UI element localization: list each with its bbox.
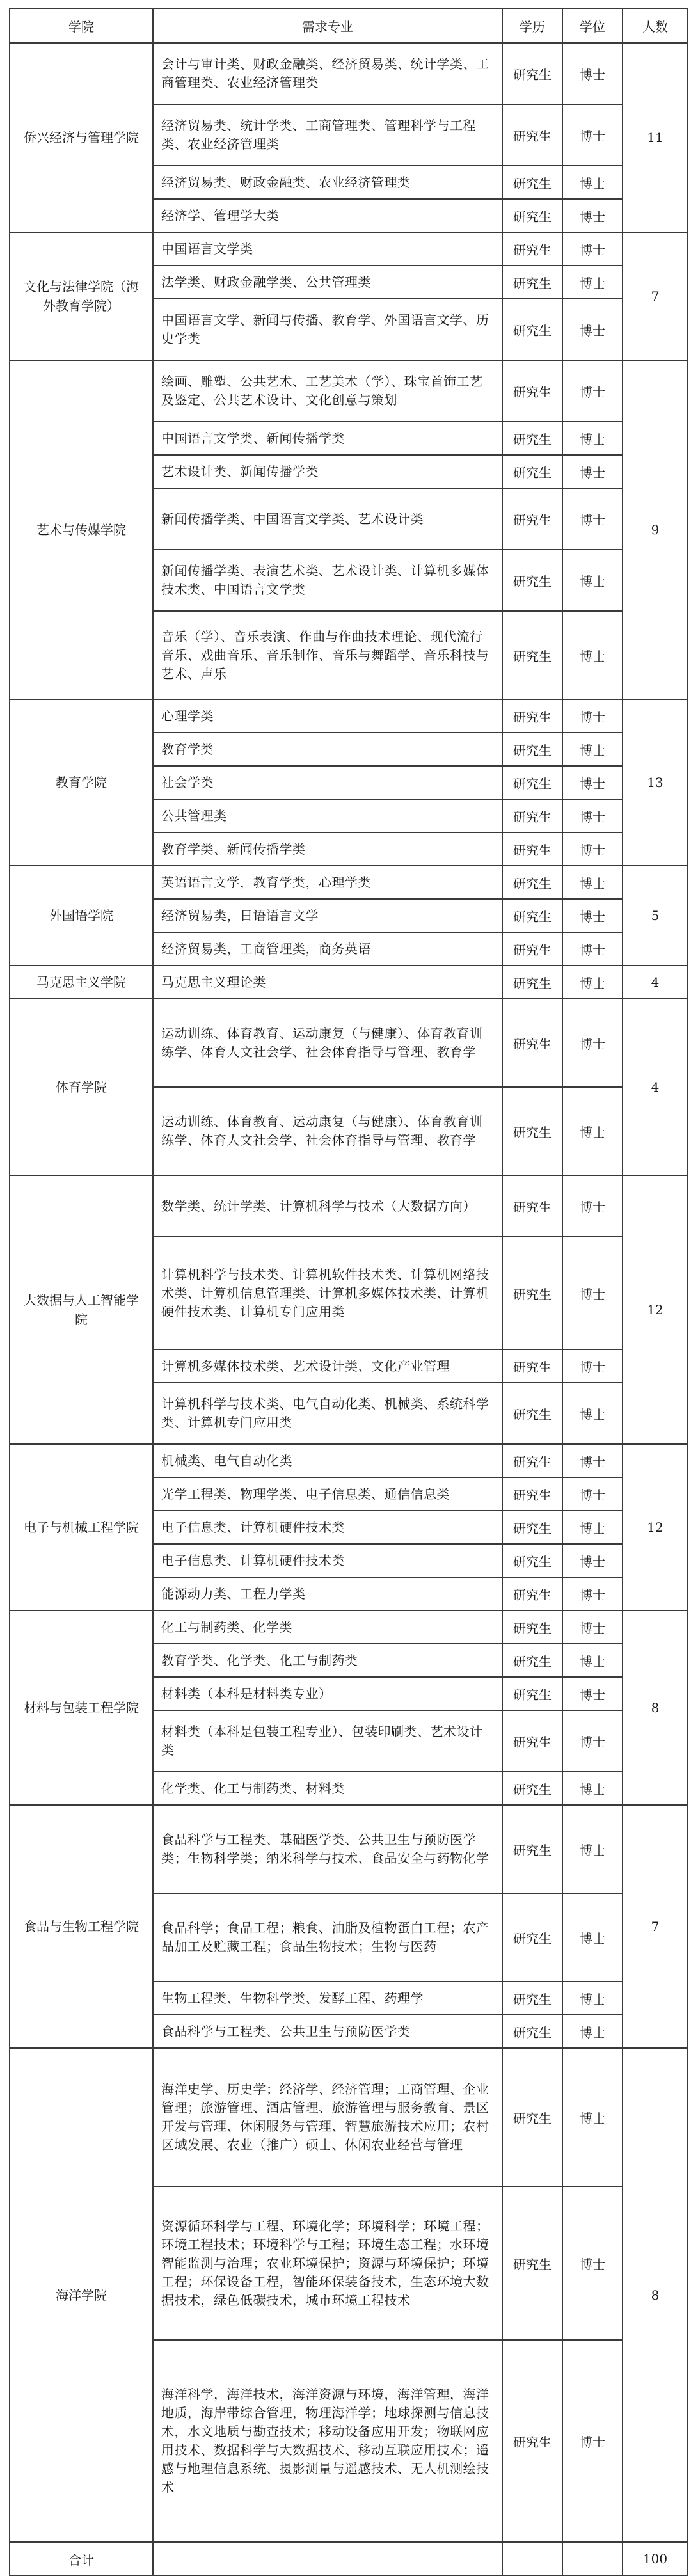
count-cell: 7 [623, 1805, 688, 2048]
college-name: 教育学院 [56, 775, 107, 790]
count-cell: 8 [623, 2048, 688, 2542]
count-cell: 9 [623, 360, 688, 699]
college-cell [10, 1610, 153, 1805]
major-text: 英语语言文学，教育学类，心理学类 [161, 874, 371, 890]
degree-cell: 博士 [562, 455, 623, 488]
major-text: 海洋科学，海洋技术，海洋资源与环境，海洋管理，海洋地质，海岸带综合管理，物理海洋学；地球探测与信息技术，水文地质与勘查技术；移动设备应用开发；物联网应用技术、数据科学与大数据技术、移动互联应用技术；遥感与地理信息系统、摄影测量与遥感技术、无人机测绘技术 [161, 2387, 489, 2495]
education-cell: 研究生 [502, 1175, 562, 1237]
education-cell: 研究生 [502, 1772, 562, 1805]
major-cell [153, 966, 502, 999]
count-cell: 11 [623, 43, 688, 232]
college-cell [10, 699, 153, 866]
major-text: 教育学类 [161, 741, 214, 757]
major-text: 食品科学与工程类、基础医学类、公共卫生与预防医学类；生物科学类；纳米科学与技术、食品安全与药物化学 [161, 1832, 489, 1866]
college-cell [10, 999, 153, 1175]
major-text: 光学工程类、物理学类、电子信息类、通信信息类 [161, 1486, 450, 1502]
major-cell [153, 488, 502, 550]
degree-cell: 博士 [562, 2186, 623, 2340]
major-text: 材料类（本科是材料类专业） [161, 1685, 332, 1701]
college-name: 文化与法律学院（海外教育学院） [24, 279, 139, 314]
major-cell [153, 1511, 502, 1544]
major-cell [153, 1677, 502, 1710]
major-text: 经济贸易类，工商管理类，商务英语 [161, 941, 371, 957]
count-cell: 4 [623, 999, 688, 1175]
major-cell [153, 1087, 502, 1175]
education-cell: 研究生 [502, 1511, 562, 1544]
education-cell: 研究生 [502, 360, 562, 422]
major-text: 马克思主义理论类 [161, 974, 266, 990]
degree-cell: 博士 [562, 1805, 623, 1893]
recruitment-table [9, 8, 688, 2576]
education-cell: 研究生 [502, 866, 562, 899]
major-cell [153, 999, 502, 1087]
education-cell: 研究生 [502, 1677, 562, 1710]
college-cell [10, 866, 153, 966]
education-cell: 研究生 [502, 1383, 562, 1444]
education-cell: 研究生 [502, 611, 562, 699]
education-cell: 研究生 [502, 1644, 562, 1677]
major-text: 新闻传播学类、中国语言文学类、艺术设计类 [161, 511, 424, 527]
degree-cell: 博士 [562, 1349, 623, 1383]
education-cell: 研究生 [502, 43, 562, 104]
education-cell: 研究生 [502, 832, 562, 866]
count-cell: 12 [623, 1175, 688, 1444]
college-cell [10, 966, 153, 999]
major-cell [153, 611, 502, 699]
degree-cell: 博士 [562, 1893, 623, 1982]
major-cell [153, 1710, 502, 1772]
education-cell: 研究生 [502, 550, 562, 611]
major-text: 运动训练、体育教育、运动康复（与健康）、体育教育训练学、体育人文社会学、社会体育指导与管理、教育学 [161, 1026, 483, 1060]
education-cell: 研究生 [502, 299, 562, 360]
degree-cell: 博士 [562, 611, 623, 699]
degree-cell: 博士 [562, 932, 623, 966]
major-cell [153, 1893, 502, 1982]
major-text: 电子信息类、计算机硬件技术类 [161, 1552, 345, 1568]
table-row [10, 2048, 688, 2186]
college-name: 大数据与人工智能学院 [24, 1292, 139, 1327]
major-cell [153, 1477, 502, 1511]
degree-cell: 博士 [562, 550, 623, 611]
college-cell [10, 2048, 153, 2542]
major-text: 艺术设计类、新闻传播学类 [161, 463, 319, 479]
education-cell: 研究生 [502, 1577, 562, 1610]
major-cell [153, 2015, 502, 2048]
major-text: 机械类、电气自动化类 [161, 1452, 292, 1468]
education-cell: 研究生 [502, 699, 562, 733]
total-row [10, 2542, 688, 2575]
major-text: 海洋史学、历史学；经济学、经济管理；工商管理、企业管理；旅游管理、酒店管理、旅游管理与服务教育、景区开发与管理、休闲服务与管理、智慧旅游技术应用；农村区域发展、农业（推广）硕士、休闲农业经营与管理 [161, 2081, 489, 2152]
major-text: 经济贸易类，日语语言文学 [161, 907, 319, 923]
major-text: 运动训练、体育教育、运动康复（与健康）、体育教育训练学、体育人文社会学、社会体育指导与管理、教育学 [161, 1114, 483, 1148]
degree-cell: 博士 [562, 299, 623, 360]
major-text: 化学类、化工与制药类、材料类 [161, 1780, 345, 1796]
table-row [10, 966, 688, 999]
degree-cell: 博士 [562, 966, 623, 999]
college-name: 电子与机械工程学院 [24, 1520, 139, 1535]
major-cell [153, 232, 502, 266]
header-count: 人数 [623, 8, 688, 43]
major-text: 能源动力类、工程力学类 [161, 1586, 306, 1602]
total-label: 合计 [10, 2542, 153, 2575]
table-row [10, 1805, 688, 1893]
degree-cell: 博士 [562, 266, 623, 299]
education-cell: 研究生 [502, 104, 562, 166]
major-cell [153, 199, 502, 232]
degree-cell: 博士 [562, 1772, 623, 1805]
degree-cell: 博士 [562, 1577, 623, 1610]
major-cell [153, 733, 502, 766]
table-row [10, 1610, 688, 1644]
college-name: 体育学院 [56, 1079, 107, 1095]
major-text: 经济学、管理学大类 [161, 207, 280, 223]
education-cell: 研究生 [502, 799, 562, 832]
education-cell: 研究生 [502, 932, 562, 966]
major-cell [153, 899, 502, 932]
major-text: 计算机多媒体技术类、艺术设计类、文化产业管理 [161, 1358, 450, 1374]
education-cell: 研究生 [502, 2186, 562, 2340]
degree-cell: 博士 [562, 1175, 623, 1237]
degree-cell: 博士 [562, 799, 623, 832]
count-cell: 4 [623, 966, 688, 999]
major-cell [153, 166, 502, 199]
major-text: 心理学类 [161, 708, 214, 724]
major-text: 社会学类 [161, 774, 214, 790]
major-cell [153, 1444, 502, 1477]
header-degree: 学位 [562, 8, 623, 43]
degree-cell: 博士 [562, 1982, 623, 2015]
college-name: 材料与包装工程学院 [24, 1700, 139, 1715]
table-row [10, 1444, 688, 1477]
major-cell [153, 2186, 502, 2340]
education-cell: 研究生 [502, 1544, 562, 1577]
major-cell [153, 455, 502, 488]
degree-cell: 博士 [562, 488, 623, 550]
college-name: 海洋学院 [56, 2287, 107, 2303]
education-cell: 研究生 [502, 733, 562, 766]
degree-cell: 博士 [562, 1610, 623, 1644]
major-text: 中国语言文学类 [161, 241, 253, 257]
major-cell [153, 766, 502, 799]
major-cell [153, 866, 502, 899]
degree-cell: 博士 [562, 2048, 623, 2186]
degree-cell: 博士 [562, 232, 623, 266]
major-cell [153, 2340, 502, 2542]
degree-cell: 博士 [562, 766, 623, 799]
education-cell: 研究生 [502, 899, 562, 932]
major-cell [153, 104, 502, 166]
degree-cell: 博士 [562, 733, 623, 766]
count-cell: 8 [623, 1610, 688, 1805]
major-text: 教育学类、新闻传播学类 [161, 841, 306, 857]
header-education: 学历 [502, 8, 562, 43]
major-text: 计算机科学与技术类、计算机软件技术类、计算机网络技术类、计算机信息管理类、计算机多媒体技术类、计算机硬件技术类、计算机专门应用类 [161, 1266, 489, 1319]
table-row [10, 699, 688, 733]
education-cell: 研究生 [502, 1349, 562, 1383]
major-cell [153, 1610, 502, 1644]
college-cell [10, 1175, 153, 1444]
major-cell [153, 1805, 502, 1893]
college-cell [10, 360, 153, 699]
major-text: 绘画、雕塑、公共艺术、工艺美术（学）、珠宝首饰工艺及鉴定、公共艺术设计、文化创意与策划 [161, 374, 483, 408]
degree-cell: 博士 [562, 199, 623, 232]
major-cell [153, 299, 502, 360]
education-cell: 研究生 [502, 1477, 562, 1511]
major-text: 生物工程类、生物科学类、发酵工程、药理学 [161, 1990, 424, 2006]
education-cell: 研究生 [502, 2048, 562, 2186]
major-text: 中国语言文学类、新闻传播学类 [161, 430, 345, 446]
count-cell: 12 [623, 1444, 688, 1610]
education-cell: 研究生 [502, 1805, 562, 1893]
degree-cell: 博士 [562, 1477, 623, 1511]
education-cell: 研究生 [502, 2340, 562, 2542]
count-cell: 5 [623, 866, 688, 966]
table-body [10, 43, 688, 2542]
education-cell: 研究生 [502, 1982, 562, 2015]
education-cell: 研究生 [502, 488, 562, 550]
total-spacer [502, 2542, 562, 2575]
education-cell: 研究生 [502, 1237, 562, 1349]
major-text: 新闻传播学类、表演艺术类、艺术设计类、计算机多媒体技术类、中国语言文学类 [161, 563, 489, 597]
major-text: 数学类、统计学类、计算机科学与技术（大数据方向） [161, 1198, 476, 1214]
total-count: 100 [623, 2542, 688, 2575]
degree-cell: 博士 [562, 1087, 623, 1175]
major-cell [153, 1175, 502, 1237]
degree-cell: 博士 [562, 1544, 623, 1577]
degree-cell: 博士 [562, 899, 623, 932]
table-row [10, 999, 688, 1087]
table-header-row [10, 8, 688, 43]
college-name: 侨兴经济与管理学院 [24, 130, 139, 145]
major-text: 食品科学与工程类、公共卫生与预防医学类 [161, 2023, 411, 2039]
table-row [10, 1175, 688, 1237]
major-cell [153, 422, 502, 455]
major-cell [153, 2048, 502, 2186]
education-cell: 研究生 [502, 1710, 562, 1772]
table-row [10, 232, 688, 266]
major-cell [153, 932, 502, 966]
education-cell: 研究生 [502, 966, 562, 999]
count-cell: 7 [623, 232, 688, 360]
header-major: 需求专业 [153, 8, 502, 43]
table-row [10, 866, 688, 899]
major-cell [153, 360, 502, 422]
degree-cell: 博士 [562, 1383, 623, 1444]
education-cell: 研究生 [502, 1087, 562, 1175]
degree-cell: 博士 [562, 360, 623, 422]
major-cell [153, 550, 502, 611]
education-cell: 研究生 [502, 166, 562, 199]
table-row [10, 360, 688, 422]
education-cell: 研究生 [502, 422, 562, 455]
major-cell [153, 699, 502, 733]
total-spacer [153, 2542, 502, 2575]
college-cell [10, 43, 153, 232]
education-cell: 研究生 [502, 266, 562, 299]
college-name: 外国语学院 [49, 908, 113, 923]
count-cell: 13 [623, 699, 688, 866]
degree-cell: 博士 [562, 1237, 623, 1349]
degree-cell: 博士 [562, 43, 623, 104]
total-spacer [562, 2542, 623, 2575]
major-text: 资源循环科学与工程、环境化学；环境科学；环境工程；环境工程技术；环境科学与工程；环境生态工程；水环境智能监测与治理；农业环境保护；资源与环境保护；环境工程；环保设备工程，智能环保装备技术，生态环境大数据技术，绿色低碳技术，城市环境工程技术 [161, 2218, 489, 2308]
major-text: 经济贸易类、财政金融类、农业经济管理类 [161, 174, 411, 190]
table-row [10, 43, 688, 104]
education-cell: 研究生 [502, 1893, 562, 1982]
education-cell: 研究生 [502, 766, 562, 799]
college-name: 马克思主义学院 [36, 974, 126, 990]
major-text: 中国语言文学、新闻与传播、教育学、外国语言文学、历史学类 [161, 312, 489, 346]
major-cell [153, 799, 502, 832]
major-text: 食品科学；食品工程；粮食、油脂及植物蛋白工程；农产品加工及贮藏工程；食品生物技术；生物与医药 [161, 1920, 489, 1954]
major-cell [153, 43, 502, 104]
degree-cell: 博士 [562, 1644, 623, 1677]
degree-cell: 博士 [562, 104, 623, 166]
major-text: 化工与制药类、化学类 [161, 1619, 292, 1635]
major-text: 电子信息类、计算机硬件技术类 [161, 1519, 345, 1535]
education-cell: 研究生 [502, 2015, 562, 2048]
education-cell: 研究生 [502, 199, 562, 232]
degree-cell: 博士 [562, 422, 623, 455]
degree-cell: 博士 [562, 1710, 623, 1772]
education-cell: 研究生 [502, 999, 562, 1087]
major-cell [153, 1772, 502, 1805]
major-cell [153, 1577, 502, 1610]
degree-cell: 博士 [562, 866, 623, 899]
major-text: 会计与审计类、财政金融类、经济贸易类、统计学类、工商管理类、农业经济管理类 [161, 56, 489, 90]
degree-cell: 博士 [562, 1511, 623, 1544]
degree-cell: 博士 [562, 2340, 623, 2542]
major-text: 教育学类、化学类、化工与制药类 [161, 1652, 358, 1668]
education-cell: 研究生 [502, 455, 562, 488]
major-cell [153, 1982, 502, 2015]
major-text: 音乐（学）、音乐表演、作曲与作曲技术理论、现代流行音乐、戏曲音乐、音乐制作、音乐与舞蹈学、音乐科技与艺术、声乐 [161, 628, 489, 681]
education-cell: 研究生 [502, 1610, 562, 1644]
degree-cell: 博士 [562, 999, 623, 1087]
major-cell [153, 1237, 502, 1349]
major-text: 法学类、财政金融学类、公共管理类 [161, 274, 371, 290]
college-name: 艺术与传媒学院 [36, 522, 126, 537]
degree-cell: 博士 [562, 1677, 623, 1710]
major-cell [153, 1544, 502, 1577]
major-cell [153, 1349, 502, 1383]
major-cell [153, 266, 502, 299]
college-cell [10, 1805, 153, 2048]
major-text: 公共管理类 [161, 807, 227, 823]
degree-cell: 博士 [562, 699, 623, 733]
college-cell [10, 1444, 153, 1610]
degree-cell: 博士 [562, 166, 623, 199]
header-college: 学院 [10, 8, 153, 43]
education-cell: 研究生 [502, 1444, 562, 1477]
major-text: 经济贸易类、统计学类、工商管理类、管理科学与工程类、农业经济管理类 [161, 118, 476, 152]
major-cell [153, 832, 502, 866]
education-cell: 研究生 [502, 232, 562, 266]
degree-cell: 博士 [562, 832, 623, 866]
major-cell [153, 1644, 502, 1677]
college-cell [10, 232, 153, 360]
major-text: 材料类（本科是包装工程专业）、包装印刷类、艺术设计类 [161, 1724, 483, 1758]
degree-cell: 博士 [562, 2015, 623, 2048]
major-text: 计算机科学与技术类、电气自动化类、机械类、系统科学类、计算机专门应用类 [161, 1396, 489, 1430]
major-cell [153, 1383, 502, 1444]
degree-cell: 博士 [562, 1444, 623, 1477]
college-name: 食品与生物工程学院 [24, 1919, 139, 1934]
